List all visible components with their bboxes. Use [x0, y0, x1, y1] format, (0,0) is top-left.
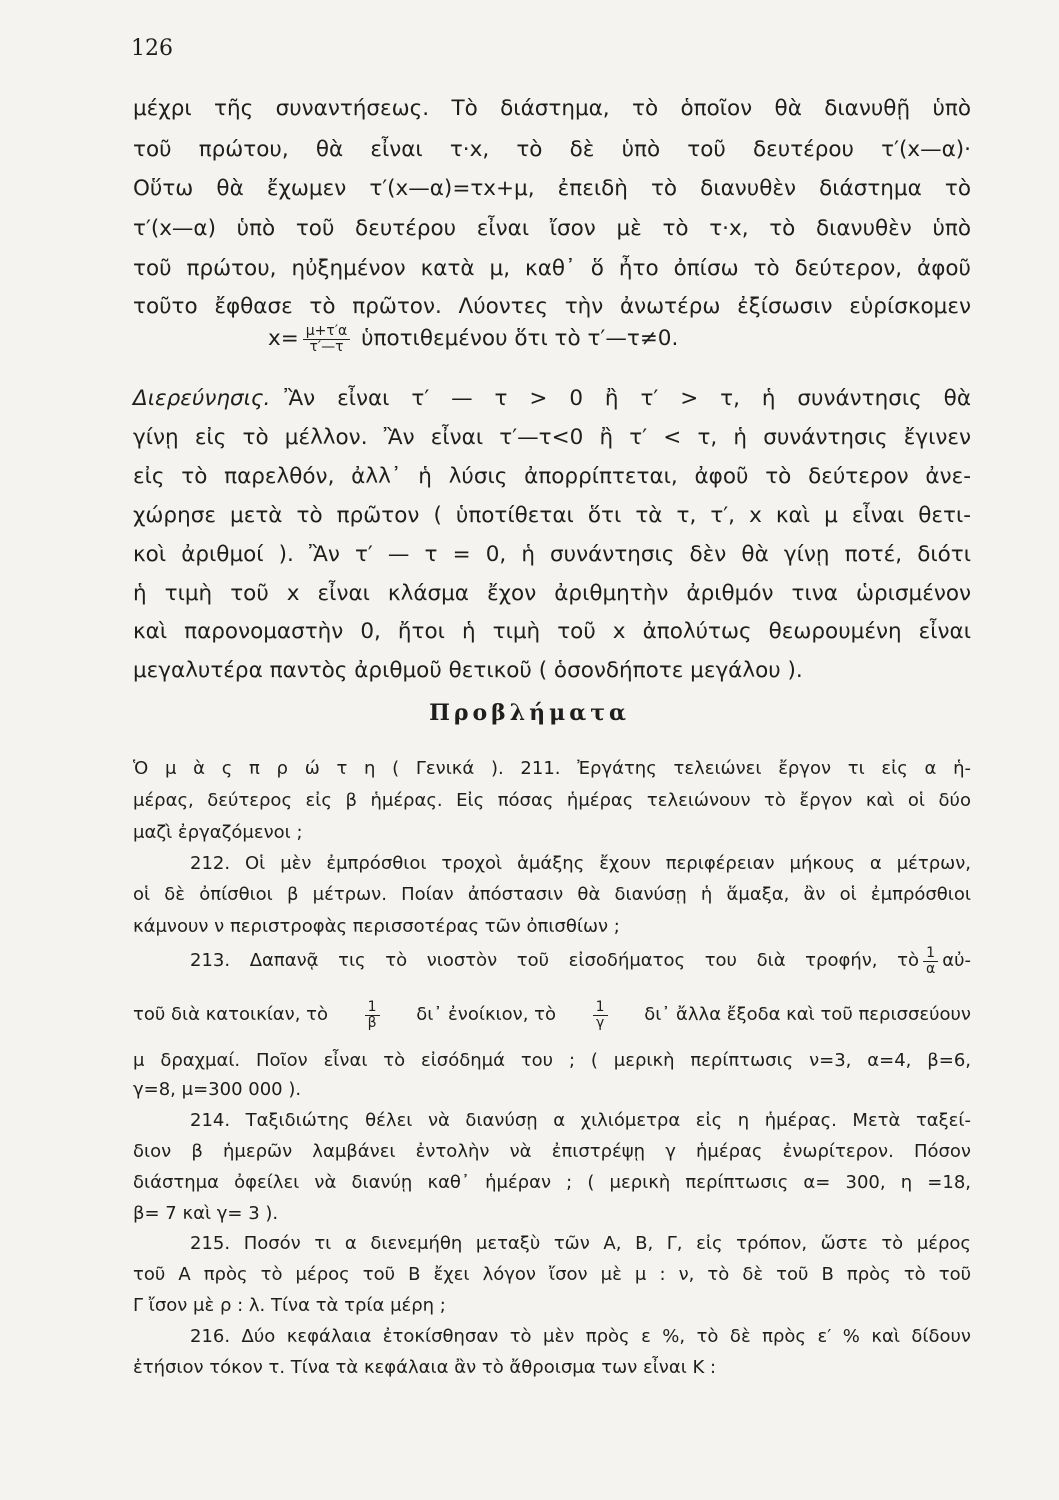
problem-211-line: Ὁ μ ὰ ς π ρ ώ τ η ( Γενικά ). 211. Ἐργάτης τελειώνει ἔργον τι εἰς α ἡ-	[133, 758, 971, 779]
problem-215-line: τοῦ Α πρὸς τὸ μέρος τοῦ Β ἔχει λόγον ἴσον μὲ μ : ν, τὸ δὲ τοῦ Β πρὸς τὸ τοῦ	[133, 1264, 971, 1285]
problem-214-line: διον β ἡμερῶν λαμβάνει ἐντολὴν νὰ ἐπιστρέψῃ γ ἡμέρας ἐνωρίτερον. Πόσον	[133, 1141, 971, 1162]
page-number: 126	[131, 36, 173, 61]
problem-213-text: δι᾽ ἐνοίκιον, τὸ	[416, 1004, 557, 1026]
formula-denominator: τ′—τ	[309, 338, 344, 355]
text-line: κοὶ ἀριθμοί ). Ἂν τ′ — τ = 0, ἡ συνάντησις δὲν θὰ γίνῃ ποτέ, διότι	[133, 542, 971, 567]
text-line: χώρησε μετὰ τὸ πρῶτον ( ὑποτίθεται ὅτι τὰ τ, τ′, x καὶ μ εἶναι θετι-	[133, 503, 971, 528]
formula-lhs: x=	[268, 326, 299, 352]
text-line: τ′(x—α) ὑπὸ τοῦ δευτέρου εἶναι ἴσον μὲ τὸ τ·x, τὸ διανυθὲν ὑπὸ	[133, 216, 971, 241]
text-line: τοῦτο ἔφθασε τὸ πρῶτον. Λύοντες τὴν ἀνωτέρω ἐξίσωσιν εὑρίσκομεν	[133, 294, 971, 319]
problem-213-text-end: αὐ-	[942, 950, 971, 972]
section-heading: Προβλήματα	[429, 700, 630, 726]
fraction-denominator: β	[367, 1014, 377, 1031]
problem-212-line: οἱ δὲ ὀπίσθιοι β μέτρων. Ποίαν ἀπόστασιν θὰ διανύσῃ ἡ ἅμαξα, ἂν οἱ ἐμπρόσθιοι	[133, 884, 971, 905]
problem-214-line: β= 7 καὶ γ= 3 ).	[133, 1203, 279, 1224]
text-line: Οὕτω θὰ ἔχωμεν τ′(x—α)=τx+μ, ἐπειδὴ τὸ διανυθὲν διάστημα τὸ	[133, 176, 971, 201]
discussion-first-line-rest: Ἂν εἶναι τ′ — τ > 0 ἢ τ′ > τ, ἡ συνάντησις θὰ	[284, 386, 971, 411]
formula-numerator: μ+τ′α	[303, 324, 350, 340]
problem-213-line: γ=8, μ=300 000 ).	[133, 1079, 302, 1100]
formula	[268, 324, 678, 354]
formula-text: ὑποτιθεμένου ὅτι τὸ τ′—τ≠0.	[361, 326, 679, 352]
problem-211-line: μέρας, δεύτερος εἰς β ἡμέρας. Εἰς πόσας ἡμέρας τελειώνουν τὸ ἔργον καὶ οἱ δύο	[133, 790, 971, 811]
problem-213-line	[133, 1000, 971, 1030]
problem-215-line: Γ ἴσον μὲ ρ : λ. Τίνα τὰ τρία μέρη ;	[133, 1295, 446, 1316]
problem-212-line: κάμνουν ν περιστροφὰς περισσοτέρας τῶν ὀπισθίων ;	[133, 916, 620, 937]
discussion-title: Διερεύνησις.	[133, 386, 271, 411]
formula-fraction	[303, 324, 350, 354]
text-line: τοῦ πρώτου, θὰ εἶναι τ·x, τὸ δὲ ὑπὸ τοῦ δευτέρου τ′(x—α)·	[133, 137, 971, 162]
problem-213-text: δι᾽ ἄλλα ἔξοδα καὶ τοῦ περισσεύουν	[644, 1004, 971, 1026]
fraction-numerator: 1	[365, 1000, 380, 1016]
problem-213-line: μ δραχμαί. Ποῖον εἶναι τὸ εἰσόδημά του ; ( μερικὴ περίπτωσις ν=3, α=4, β=6,	[133, 1050, 971, 1071]
fraction-numerator: 1	[923, 946, 938, 962]
problem-214-line: διάστημα ὀφείλει νὰ διανύῃ καθ᾽ ἡμέραν ; ( μερικὴ περίπτωσις α= 300, η =18,	[133, 1172, 971, 1193]
fraction-numerator: 1	[593, 1000, 608, 1016]
text-line: γίνῃ εἰς τὸ μέλλον. Ἂν εἶναι τ′—τ<0 ἢ τ′ < τ, ἡ συνάντησις ἔγινεν	[133, 425, 971, 450]
fraction-denominator: α	[925, 960, 936, 977]
problem-215-line: 215. Ποσόν τι α διενεμήθη μεταξὺ τῶν Α, Β, Γ, εἰς τρόπον, ὥστε τὸ μέρος	[190, 1233, 971, 1254]
problem-214-line: 214. Ταξιδιώτης θέλει νὰ διανύσῃ α χιλιόμετρα εἰς η ἡμέρας. Μετὰ ταξεί-	[190, 1110, 971, 1131]
fraction-1-over-gamma	[593, 1000, 608, 1030]
text-line: καὶ παρονομαστὴν 0, ἤτοι ἡ τιμὴ τοῦ x ἀπολύτως θεωρουμένη εἶναι	[133, 619, 971, 644]
text-line: μεγαλυτέρα παντὸς ἀριθμοῦ θετικοῦ ( ὁσονδήποτε μεγάλου ).	[133, 658, 803, 683]
problem-216-line: 216. Δύο κεφάλαια ἐτοκίσθησαν τὸ μὲν πρὸς ε %, τὸ δὲ πρὸς ε′ % καὶ δίδουν	[190, 1326, 971, 1347]
text-line: εἰς τὸ παρελθόν, ἀλλ᾽ ἡ λύσις ἀπορρίπτεται, ἀφοῦ τὸ δεύτερον ἀνε-	[133, 464, 971, 489]
problem-213-text: 213. Δαπανᾷ τις τὸ νιοστὸν τοῦ εἰσοδήματος του διὰ τροφήν, τὸ	[190, 950, 919, 972]
text-line: τοῦ πρώτου, ηὐξημένον κατὰ μ, καθ᾽ ὅ ἦτο ὀπίσω τὸ δεύτερον, ἀφοῦ	[133, 256, 971, 281]
problem-213-line	[190, 946, 971, 976]
problem-213-text: τοῦ διὰ κατοικίαν, τὸ	[133, 1004, 329, 1026]
text-line: ἡ τιμὴ τοῦ x εἶναι κλάσμα ἔχον ἀριθμητὴν ἀριθμόν τινα ὡρισμένον	[133, 581, 971, 606]
fraction-1-over-alpha	[923, 946, 938, 976]
fraction-1-over-beta	[365, 1000, 380, 1030]
problem-216-line: ἐτήσιον τόκον τ. Τίνα τὰ κεφάλαια ἂν τὸ ἄθροισμα των εἶναι Κ :	[133, 1357, 717, 1378]
text-line: μέχρι τῆς συναντήσεως. Τὸ διάστημα, τὸ ὁποῖον θὰ διανυθῇ ὑπὸ	[133, 96, 971, 121]
discussion-first-line	[133, 388, 971, 410]
problem-211-line: μαζὶ ἐργαζόμενοι ;	[133, 822, 303, 843]
problem-212-line: 212. Οἱ μὲν ἐμπρόσθιοι τροχοὶ ἁμάξης ἔχουν περιφέρειαν μήκους α μέτρων,	[190, 853, 971, 874]
fraction-denominator: γ	[595, 1014, 605, 1031]
